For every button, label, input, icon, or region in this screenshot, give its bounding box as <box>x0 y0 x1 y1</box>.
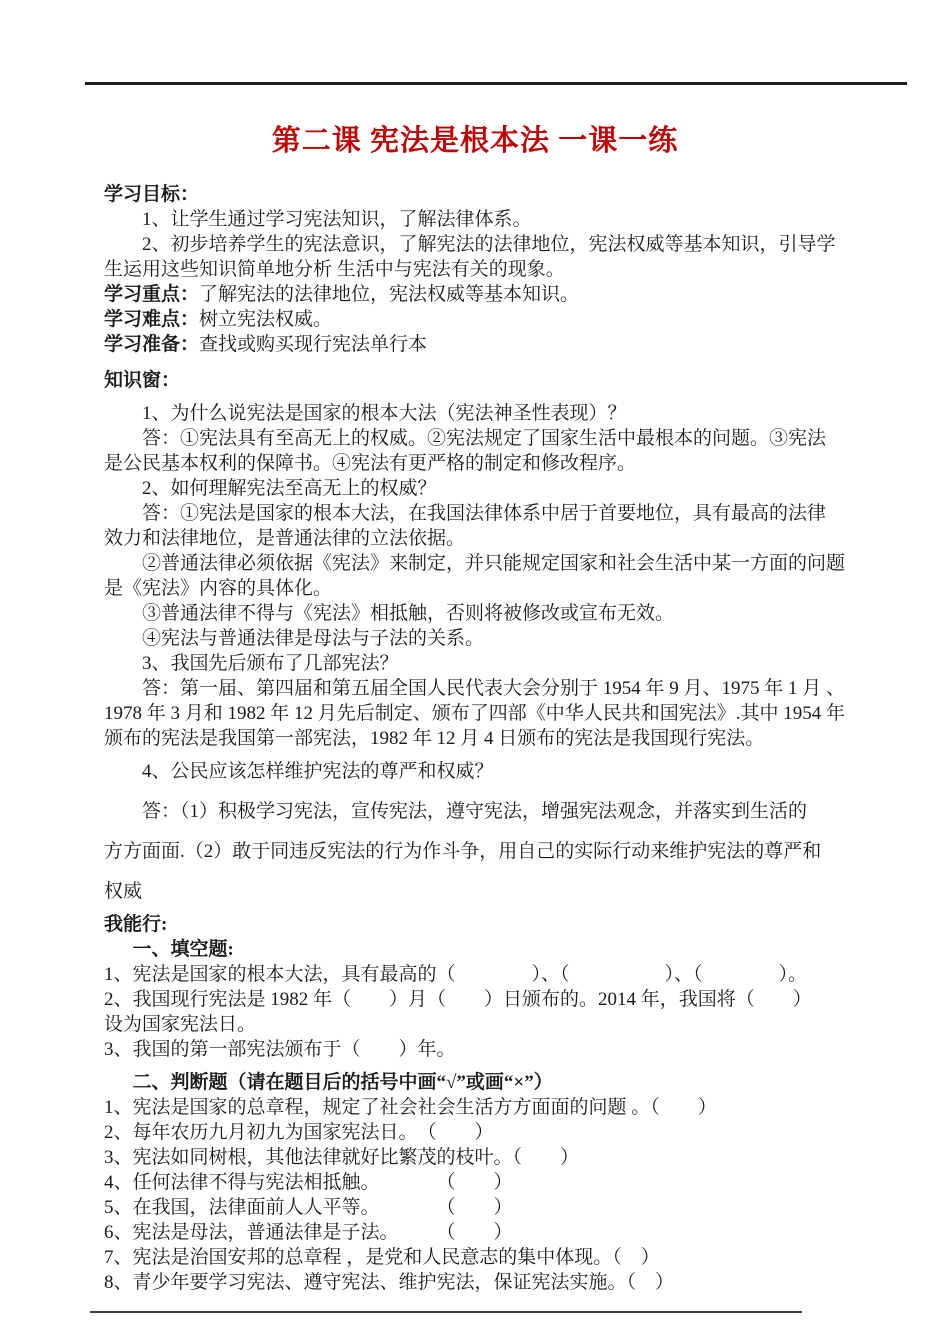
doc-line: 3、我国的第一部宪法颁布于（ ）年。 <box>104 1039 456 1060</box>
doc-line: 5、在我国，法律面前人人平等。 （ ） <box>104 1197 513 1218</box>
doc-line: 答：①宪法具有至高无上的权威。②宪法规定了国家生活中最根本的问题。③宪法 <box>142 428 827 449</box>
doc-line: 颁布的宪法是我国第一部宪法，1982 年 12 月 4 日颁布的宪法是我国现行宪法。 <box>104 728 765 749</box>
doc-line: 1、为什么说宪法是国家的根本大法（宪法神圣性表现）？ <box>142 403 627 424</box>
doc-line: 2、每年农历九月初九为国家宪法日。 （ ） <box>104 1122 494 1143</box>
doc-line: 4、公民应该怎样维护宪法的尊严和权威？ <box>142 761 494 782</box>
doc-line: 3、我国先后颁布了几部宪法？ <box>142 653 399 674</box>
document-title: 第二课 宪法是根本法 一课一练 <box>271 125 679 157</box>
line-label: 学习准备： <box>104 334 200 355</box>
doc-line: 答：第一届、第四届和第五届全国人民代表大会分别于 1954 年 9 月、1975 年 1 月 、 <box>142 678 846 699</box>
doc-line: 4、任何法律不得与宪法相抵触。 （ ） <box>104 1172 513 1193</box>
doc-line: 学习准备：查找或购买现行宪法单行本 <box>104 334 428 355</box>
doc-line: 2、初步培养学生的宪法意识，了解宪法的法律地位，宪法权威等基本知识，引导学 <box>142 234 836 255</box>
doc-line: ③普通法律不得与《宪法》相抵触，否则将被修改或宣布无效。 <box>142 603 675 624</box>
doc-line: 1、让学生通过学习宪法知识，了解法律体系。 <box>142 209 532 230</box>
doc-line: 3、宪法如同树根，其他法律就好比繁茂的枝叶。（ ） <box>104 1147 580 1168</box>
doc-line: 权威 <box>104 881 143 902</box>
doc-line: ②普通法律必须依据《宪法》来制定，并只能规定国家和社会生活中某一方面的问题 <box>142 553 846 574</box>
doc-line: 我能行: <box>104 914 168 935</box>
doc-line: 是《宪法》内容的具体化。 <box>104 578 333 599</box>
doc-line: 1、宪法是国家的根本大法，具有最高的（ ）、（ ）、（ ）。 <box>104 964 808 985</box>
doc-line: 学习目标： <box>104 184 200 205</box>
doc-line: 2、如何理解宪法至高无上的权威？ <box>142 478 437 499</box>
doc-line: 6、宪法是母法，普通法律是子法。 （ ） <box>104 1222 513 1243</box>
doc-line: 设为国家宪法日。 <box>104 1014 257 1035</box>
doc-line: 7、宪法是治国安邦的总章程 ，是党和人民意志的集中体现。（ ） <box>104 1247 660 1268</box>
doc-line: 答：①宪法是国家的根本大法，在我国法律体系中居于首要地位，具有最高的法律 <box>142 503 827 524</box>
doc-line: 2、我国现行宪法是 1982 年（ ）月（ ）日颁布的。2014 年，我国将（ ） <box>104 989 812 1010</box>
top-divider <box>85 82 907 85</box>
document-body <box>104 182 890 1295</box>
doc-line: 生运用这些知识简单地分析 生活中与宪法有关的现象。 <box>104 259 565 280</box>
doc-line: 方方面面.（2）敢于同违反宪法的行为作斗争，用自己的实际行动来维护宪法的尊严和 <box>104 841 822 862</box>
doc-line: 答：（1）积极学习宪法，宣传宪法，遵守宪法，增强宪法观念，并落实到生活的 <box>142 801 808 822</box>
doc-line: 1、宪法是国家的总章程，规定了社会社会生活方方面面的问题 。（ ） <box>104 1097 717 1118</box>
doc-line: 效力和法律地位，是普通法律的立法依据。 <box>104 528 466 549</box>
line-label: 学习重点： <box>104 284 200 305</box>
doc-line: ④宪法与普通法律是母法与子法的关系。 <box>142 628 485 649</box>
doc-line: 学习难点：树立宪法权威。 <box>104 309 333 330</box>
bottom-divider <box>90 1311 802 1313</box>
doc-line: 二、判断题（请在题目后的括号中画“√”或画“×”） <box>132 1072 553 1093</box>
line-label: 学习难点： <box>104 309 200 330</box>
doc-line: 8、青少年要学习宪法、遵守宪法、维护宪法，保证宪法实施。（ ） <box>104 1272 675 1293</box>
doc-line: 是公民基本权利的保障书。④宪法有更严格的制定和修改程序。 <box>104 453 637 474</box>
doc-line: 一、填空题: <box>132 939 234 960</box>
doc-line: 学习重点：了解宪法的法律地位，宪法权威等基本知识。 <box>104 284 580 305</box>
doc-line: 知识窗： <box>104 370 181 391</box>
doc-line: 1978 年 3 月和 1982 年 12 月先后制定、颁布了四部《中华人民共和国宪法》.其中 1954 年 <box>104 703 846 724</box>
